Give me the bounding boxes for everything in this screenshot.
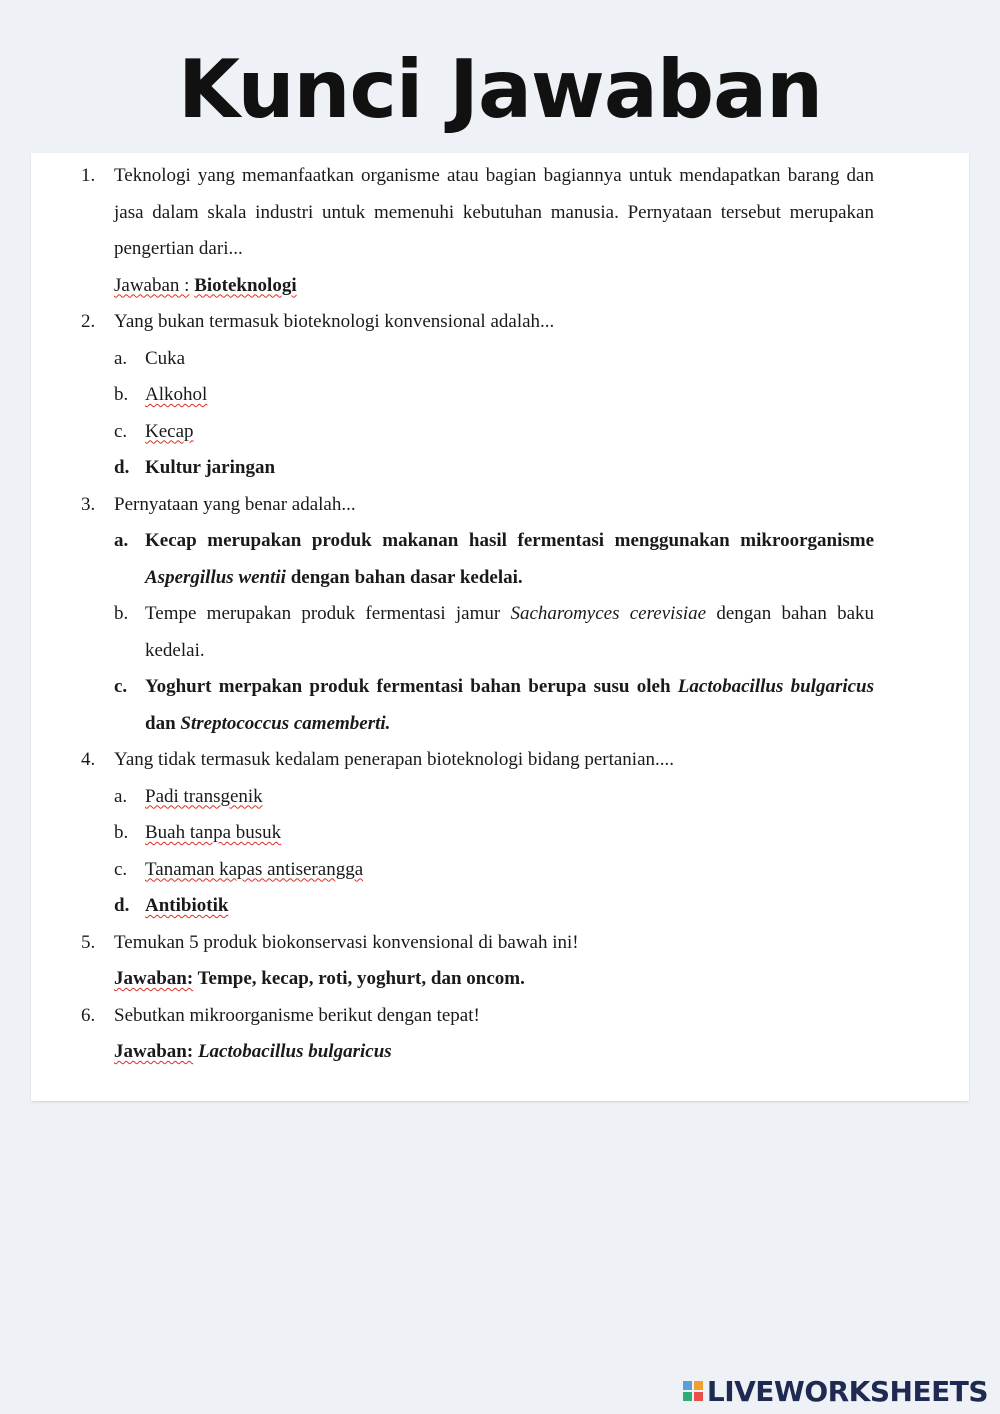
option-text: Padi transgenik <box>145 785 263 807</box>
option-letter: b. <box>114 384 129 405</box>
option-4a <box>81 779 874 816</box>
option-text: Buah tanpa busuk <box>145 822 282 843</box>
option-2a <box>81 341 874 378</box>
question-text: Temukan 5 produk biokonservasi konvensional di bawah ini! <box>114 931 579 953</box>
option-text: Yoghurt merpakan produk fermentasi bahan berupa susu oleh <box>145 676 671 697</box>
option-letter: d. <box>114 457 130 478</box>
option-text: Cuka <box>145 347 186 369</box>
option-4b <box>81 815 874 852</box>
question-number: 1. <box>81 165 96 186</box>
option-text-mid: dan <box>145 712 176 734</box>
option-3a-correct <box>81 523 874 596</box>
logo-square <box>683 1392 692 1401</box>
option-4c <box>81 852 874 889</box>
option-text-end: dengan bahan baku kedelai. <box>145 603 875 661</box>
option-letter: b. <box>114 603 129 624</box>
option-letter: a. <box>114 347 128 369</box>
option-letter: c. <box>114 420 128 442</box>
logo-square <box>694 1381 703 1390</box>
option-letter: d. <box>114 895 130 916</box>
question-6 <box>81 998 874 1035</box>
question-3 <box>81 487 874 524</box>
answer-label: Jawaban: <box>114 1041 194 1062</box>
option-text: Alkohol <box>145 384 208 405</box>
option-3c-correct <box>81 669 874 742</box>
answer-label: Jawaban: <box>114 968 194 989</box>
question-number: 4. <box>81 749 96 770</box>
question-number: 3. <box>81 493 96 515</box>
option-text: Kecap merupakan produk makanan hasil fermentasi menggunakan mikroorganisme <box>145 530 874 551</box>
option-letter: c. <box>114 676 128 697</box>
logo-grid-icon <box>683 1381 703 1401</box>
question-text: Yang bukan termasuk bioteknologi konvensional adalah... <box>114 311 555 332</box>
question-number: 2. <box>81 311 96 332</box>
question-5 <box>81 925 874 962</box>
option-text-end: dengan bahan dasar kedelai. <box>290 566 523 588</box>
option-letter: b. <box>114 822 129 843</box>
question-2 <box>81 304 874 341</box>
question-text: Sebutkan mikroorganisme berikut dengan tepat! <box>114 1004 480 1026</box>
logo-text: LIVEWORKSHEETS <box>706 1374 988 1408</box>
logo-square <box>683 1381 692 1390</box>
option-text: Antibiotik <box>145 895 229 916</box>
option-letter: a. <box>114 530 129 551</box>
option-2b <box>81 377 874 414</box>
question-text: Yang tidak termasuk kedalam penerapan bioteknologi bidang pertanian.... <box>114 749 674 770</box>
question-text: Teknologi yang memanfaatkan organisme atau bagian bagiannya untuk mendapatkan barang dan jasa dalam skala industri untuk memenuhi kebutuhan manusia. Pernyataan tersebut merupakan pengertian dari... <box>114 165 874 259</box>
option-text: Tempe merupakan produk fermentasi jamur <box>145 603 501 624</box>
answer-6 <box>81 1034 874 1071</box>
option-2d-correct <box>81 450 874 487</box>
question-text: Pernyataan yang benar adalah... <box>114 493 356 515</box>
option-species: Aspergillus wentii <box>145 566 286 588</box>
answer-1 <box>81 268 874 305</box>
page-title: Kunci Jawaban <box>177 43 823 136</box>
question-number: 5. <box>81 931 96 953</box>
option-text: Kultur jaringan <box>145 457 276 478</box>
answer-text: Bioteknologi <box>194 274 297 296</box>
answer-text: Tempe, kecap, roti, yoghurt, dan oncom. <box>197 968 525 989</box>
option-text: Kecap <box>145 420 194 442</box>
option-species: Sacharomyces cerevisiae <box>510 603 707 624</box>
question-4 <box>81 742 874 779</box>
option-species-2: Streptococcus camemberti. <box>180 712 391 734</box>
answer-text: Lactobacillus bulgaricus <box>197 1041 392 1062</box>
answer-5 <box>81 961 874 998</box>
option-species: Lactobacillus bulgaricus <box>677 676 875 697</box>
document-page <box>31 153 969 1101</box>
question-1 <box>81 158 874 268</box>
logo-square <box>694 1392 703 1401</box>
answer-label: Jawaban : <box>114 274 190 296</box>
option-2c <box>81 414 874 451</box>
option-text: Tanaman kapas antiserangga <box>145 858 364 880</box>
liveworksheets-logo <box>683 1376 988 1406</box>
option-letter: c. <box>114 858 128 880</box>
question-number: 6. <box>81 1004 96 1026</box>
option-4d-correct <box>81 888 874 925</box>
document-content <box>81 158 874 1071</box>
option-letter: a. <box>114 785 128 807</box>
option-3b <box>81 596 874 669</box>
